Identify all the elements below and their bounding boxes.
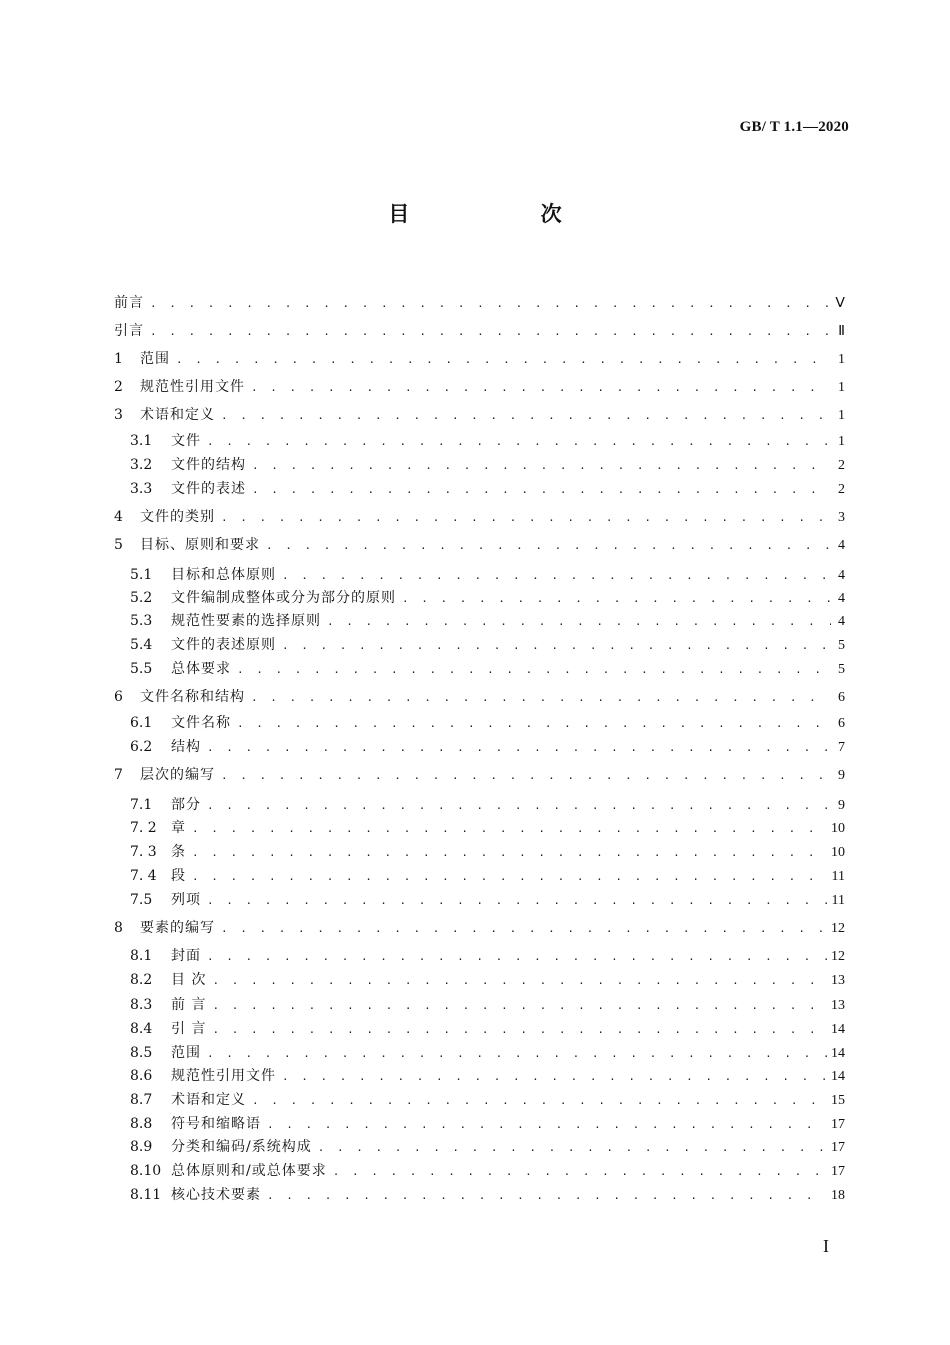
toc-entry[interactable] [114,660,845,679]
toc-entry-title: 规范性要素的选择原则 [171,613,321,629]
toc-entry-page: 1 [838,380,845,395]
toc-leader-dots [282,567,831,585]
toc-entry-page: 2 [838,482,845,497]
toc-leader-dots [207,797,831,815]
toc-leader-dots [252,457,831,475]
toc-entry-number: 5.1 [130,567,153,583]
toc-leader-dots [212,997,827,1015]
toc-entry-title: 文件的类别 [140,509,215,525]
toc-entry[interactable] [114,566,845,585]
toc-leader-dots [221,407,831,425]
toc-entry[interactable] [114,480,845,499]
toc-entry-title: 范围 [140,351,170,367]
toc-entry[interactable] [114,350,845,369]
toc-leader-dots [221,767,831,785]
toc-leader-dots [267,1187,827,1205]
toc-entry-number: 5.5 [130,661,153,677]
toc-entry-page: 1 [838,434,845,449]
toc-entry[interactable] [114,1044,845,1063]
toc-entry-number: 8.9 [130,1139,153,1155]
toc-entry-title: 文件 [171,433,201,449]
toc-leader-dots [282,1068,827,1086]
toc-entry-page: 9 [838,798,845,813]
toc-entry-page: 13 [831,998,845,1013]
toc-entry-number: 5.3 [130,613,153,629]
toc-entry[interactable] [114,796,845,815]
toc-entry-page: 12 [831,949,845,964]
toc-entry-number: 7.1 [130,797,153,813]
toc-entry-title: 引 言 [171,1021,207,1037]
toc-entry[interactable] [114,536,845,555]
toc-entry-title: 层次的编写 [140,767,215,783]
toc-entry[interactable] [114,508,845,527]
toc-entry-title: 术语和定义 [171,1092,246,1108]
toc-entry-title: 术语和定义 [140,407,215,423]
standard-code: GB/ T 1.1—2020 [739,119,849,135]
toc-entry-number: 5 [114,537,123,553]
toc-entry-title: 封面 [171,948,201,964]
toc-entry-number: 8.5 [130,1045,153,1061]
toc-entry-page: 7 [838,740,845,755]
toc-entry-number: 8.4 [130,1021,153,1037]
toc-entry-title: 章 [171,820,186,836]
toc-leader-dots [267,1116,827,1134]
toc-entry-number: 8.1 [130,948,153,964]
toc-entry-number: 5.2 [130,590,153,606]
toc-entry-number: 8.10 [130,1163,162,1179]
toc-entry-page: 10 [831,845,845,860]
toc-entry-page: Ⅴ [835,296,845,311]
toc-entry-page: 17 [831,1164,845,1179]
toc-entry[interactable] [114,589,845,608]
toc-entry-number: 8.2 [130,972,153,988]
toc-leader-dots [333,1163,827,1181]
toc-leader-dots [192,820,827,838]
toc-leader-dots [282,637,831,655]
toc-entry-title: 范围 [171,1045,201,1061]
toc-leader-dots [150,295,831,313]
toc-leader-dots [221,509,831,527]
toc-title: 目 次 [388,202,624,226]
toc-entry-title: 文件的表述 [171,481,246,497]
toc-entry-page: 10 [831,821,845,836]
toc-entry-title: 段 [171,868,186,884]
toc-entry-title: 前言 [114,295,144,311]
toc-entry-number: 3.3 [130,481,153,497]
toc-entry-number: 2 [114,379,123,395]
toc-entry-title: 列项 [171,892,201,908]
toc-entry[interactable] [114,1115,845,1134]
toc-entry-number: 8.7 [130,1092,153,1108]
toc-leader-dots [212,972,827,990]
toc-entry-page: 11 [831,893,845,908]
toc-entry[interactable] [114,322,845,341]
toc-entry[interactable] [114,456,845,475]
toc-entry-page: 13 [831,973,845,988]
toc-entry-title: 符号和缩略语 [171,1116,261,1132]
toc-entry[interactable] [114,1091,845,1110]
toc-entry-page: Ⅱ [838,324,845,339]
toc-entry[interactable] [114,766,845,785]
toc-leader-dots [207,433,831,451]
toc-entry[interactable] [114,919,845,938]
toc-leader-dots [221,920,827,938]
toc-entry-page: 2 [838,458,845,473]
toc-entry-number: 1 [114,351,123,367]
toc-entry-title: 目标和总体原则 [171,567,276,583]
toc-entry[interactable] [114,1138,845,1157]
toc-leader-dots [402,590,831,608]
toc-entry-title: 引言 [114,323,144,339]
toc-entry[interactable] [114,432,845,451]
toc-leader-dots [212,1021,827,1039]
toc-entry-page: 11 [831,869,845,884]
toc-entry-number: 7 [114,767,123,783]
toc-entry-title: 部分 [171,797,201,813]
toc-entry-title: 条 [171,844,186,860]
toc-leader-dots [207,948,827,966]
toc-entry[interactable] [114,819,845,838]
toc-leader-dots [207,739,831,757]
toc-entry[interactable] [114,406,845,425]
toc-entry-page: 14 [831,1046,845,1061]
toc-leader-dots [252,481,831,499]
toc-entry[interactable] [114,294,845,313]
toc-entry-page: 12 [831,921,845,936]
toc-entry-page: 14 [831,1022,845,1037]
toc-entry-page: 3 [838,510,845,525]
toc-entry-number: 7. 2 [130,820,157,836]
toc-entry-page: 17 [831,1117,845,1132]
toc-entry[interactable] [114,1067,845,1086]
toc-entry-number: 6 [114,689,123,705]
toc-entry-page: 1 [838,408,845,423]
toc-entry-title: 文件名称 [171,715,231,731]
toc-entry-number: 3 [114,407,123,423]
toc-entry[interactable] [114,996,845,1015]
toc-entry-page: 4 [838,614,845,629]
toc-entry-title: 结构 [171,739,201,755]
toc-entry-title: 文件的结构 [171,457,246,473]
toc-entry-number: 4 [114,509,123,525]
toc-leader-dots [251,689,831,707]
toc-entry-page: 6 [838,716,845,731]
toc-entry-title: 目标、原则和要求 [140,537,260,553]
toc-entry-title: 总体要求 [171,661,231,677]
toc-entry-page: 4 [838,568,845,583]
toc-entry[interactable] [114,738,845,757]
toc-entry-title: 分类和编码/系统构成 [171,1139,312,1155]
toc-entry-number: 7. 4 [130,868,157,884]
toc-entry-page: 17 [831,1140,845,1155]
toc-entry-number: 6.1 [130,715,153,731]
toc-entry[interactable] [114,971,845,990]
toc-entry-number: 8.6 [130,1068,153,1084]
toc-entry[interactable] [114,1186,845,1205]
toc-leader-dots [207,1045,827,1063]
toc-entry-title: 文件编制成整体或分为部分的原则 [171,590,396,606]
toc-entry[interactable] [114,714,845,733]
toc-entry-page: 18 [831,1188,845,1203]
toc-entry-page: 5 [838,638,845,653]
toc-leader-dots [150,323,831,341]
toc-entry-number: 8.11 [130,1187,162,1203]
toc-entry[interactable] [114,843,845,862]
toc-entry-page: 4 [838,538,845,553]
toc-entry-number: 6.2 [130,739,153,755]
toc-entry-page: 9 [838,768,845,783]
toc-leader-dots [327,613,831,631]
toc-leader-dots [251,379,831,397]
toc-entry-number: 7. 3 [130,844,157,860]
toc-entry-title: 规范性引用文件 [171,1068,276,1084]
toc-entry-number: 8.8 [130,1116,153,1132]
toc-entry-page: 14 [831,1069,845,1084]
toc-entry-title: 前 言 [171,997,207,1013]
toc-leader-dots [192,844,827,862]
toc-entry-number: 3.1 [130,433,153,449]
toc-entry-title: 总体原则和/或总体要求 [171,1163,327,1179]
toc-entry-page: 5 [838,662,845,677]
toc-entry-number: 8 [114,920,123,936]
toc-leader-dots [318,1139,827,1157]
toc-entry-number: 3.2 [130,457,153,473]
toc-entry-title: 文件的表述原则 [171,637,276,653]
toc-leader-dots [192,868,828,886]
toc-entry[interactable] [114,1020,845,1039]
toc-leader-dots [237,715,831,733]
toc-entry-number: 8.3 [130,997,153,1013]
toc-entry[interactable] [114,891,845,910]
toc-leader-dots [266,537,831,555]
toc-entry[interactable] [114,636,845,655]
toc-entry-title: 要素的编写 [140,920,215,936]
toc-entry[interactable] [114,1162,845,1181]
toc-entry-page: 4 [838,591,845,606]
toc-leader-dots [237,661,831,679]
toc-leader-dots [207,892,828,910]
toc-entry[interactable] [114,378,845,397]
toc-entry[interactable] [114,688,845,707]
toc-entry-title: 规范性引用文件 [140,379,245,395]
toc-entry-page: 6 [838,690,845,705]
toc-entry-page: 1 [838,352,845,367]
page-number: I [823,1236,829,1256]
toc-entry-number: 7.5 [130,892,153,908]
toc-entry-number: 5.4 [130,637,153,653]
toc-entry-title: 核心技术要素 [171,1187,261,1203]
toc-entry[interactable] [114,867,845,886]
toc-leader-dots [176,351,831,369]
toc-entry[interactable] [114,947,845,966]
toc-leader-dots [252,1092,827,1110]
toc-entry-page: 15 [831,1093,845,1108]
toc-entry-title: 文件名称和结构 [140,689,245,705]
toc-entry-title: 目 次 [171,972,207,988]
toc-entry[interactable] [114,612,845,631]
